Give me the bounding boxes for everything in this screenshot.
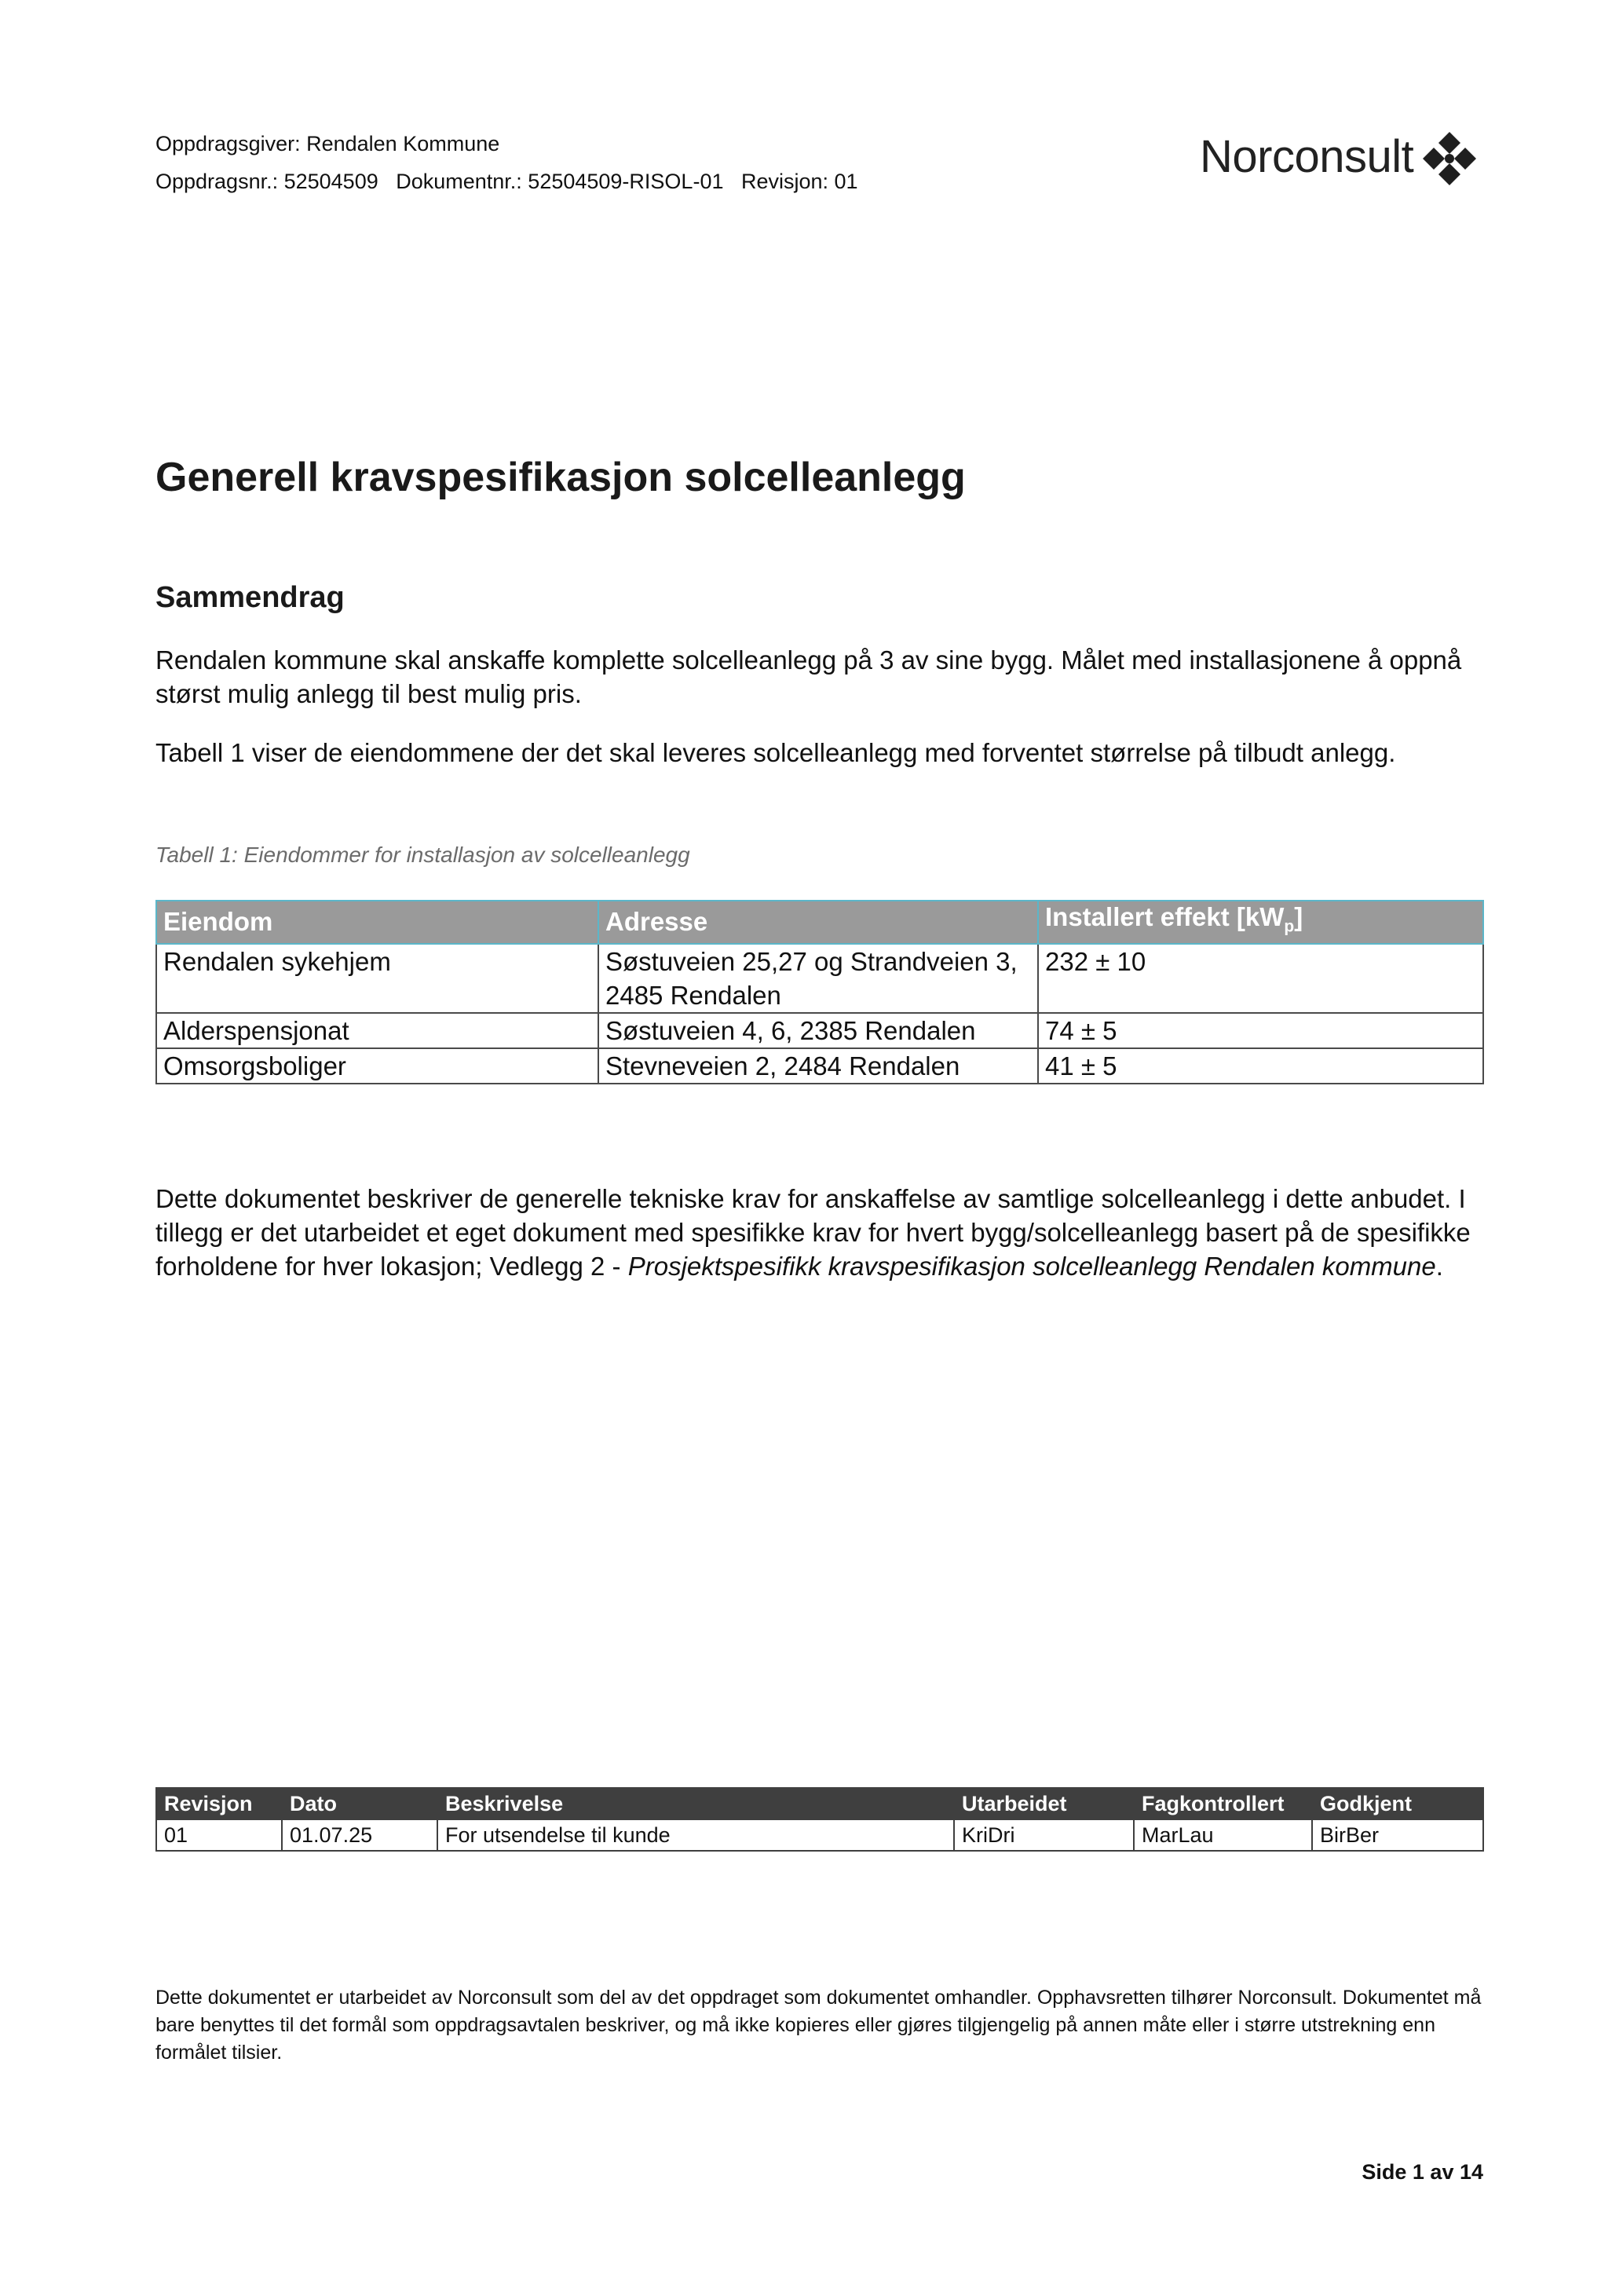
norconsult-diamond-icon — [1416, 130, 1482, 196]
description-paragraph — [155, 1182, 1482, 1283]
property-table — [155, 900, 1484, 1084]
header-effect-bracket: ] — [1294, 902, 1303, 931]
table-row — [156, 1048, 1483, 1084]
summary-paragraph-2: Tabell 1 viser de eiendommene der det skal leveres solcelleanlegg med forventet størrelse på tilbudt anlegg. — [155, 738, 1396, 767]
header-revision: Revisjon — [156, 1788, 282, 1819]
header-checked: Fagkontrollert — [1134, 1788, 1312, 1819]
header-approved: Godkjent — [1312, 1788, 1483, 1819]
client-line: Oppdragsgiver: Rendalen Kommune — [155, 132, 500, 155]
norconsult-logo — [1200, 130, 1482, 198]
cell-property: Rendalen sykehjem — [156, 944, 598, 1013]
cell-address: Søstuveien 25,27 og Strandveien 3, 2485 Rendalen — [598, 944, 1038, 1013]
header-effect-label: Installert effekt [kW — [1045, 902, 1285, 931]
cell-approved: BirBer — [1312, 1819, 1483, 1851]
table-row — [156, 944, 1483, 1013]
document-numbers-line: Oppdragsnr.: 52504509 Dokumentnr.: 52504509-RISOL-01 Revisjon: 01 — [155, 170, 858, 193]
page-number: Side 1 av 14 — [1362, 2160, 1483, 2184]
description-end: . — [1435, 1252, 1443, 1281]
cell-date: 01.07.25 — [282, 1819, 437, 1851]
summary-heading: Sammendrag — [155, 581, 345, 614]
header-address: Adresse — [598, 901, 1038, 944]
cell-effect: 232 ± 10 — [1038, 944, 1483, 1013]
table-caption: Tabell 1: Eiendommer for installasjon av solcelleanlegg — [155, 843, 690, 867]
cell-effect: 74 ± 5 — [1038, 1013, 1483, 1048]
cell-address: Stevneveien 2, 2484 Rendalen — [598, 1048, 1038, 1084]
header-date: Dato — [282, 1788, 437, 1819]
header-effect-subscript: p — [1284, 917, 1295, 936]
header-prepared: Utarbeidet — [954, 1788, 1134, 1819]
revision-table — [155, 1787, 1484, 1852]
table-row — [156, 1819, 1483, 1851]
revision-header-row — [156, 1788, 1483, 1819]
header-description: Beskrivelse — [437, 1788, 954, 1819]
summary-paragraph-1: Rendalen kommune skal anskaffe komplette solcelleanlegg på 3 av sine bygg. Målet med installasjonene å oppnå størst mulig anlegg til best mulig pris. — [155, 645, 1462, 708]
header-installed-effect — [1038, 901, 1483, 944]
cell-checked: MarLau — [1134, 1819, 1312, 1851]
cell-property: Omsorgsboliger — [156, 1048, 598, 1084]
cell-property: Alderspensjonat — [156, 1013, 598, 1048]
copyright-notice: Dette dokumentet er utarbeidet av Norconsult som del av det oppdraget som dokumentet omhandler. Opphavsretten tilhører Norconsult. Dokumentet må bare benyttes til det formål som oppdragsavtalen beskriver, og må ikke kopieres eller gjøres tilgjengelig på annen måte eller i større utstrekning enn formålet tilsier. — [155, 1987, 1482, 2064]
property-table-header-row — [156, 901, 1483, 944]
cell-address: Søstuveien 4, 6, 2385 Rendalen — [598, 1013, 1038, 1048]
cell-revision: 01 — [156, 1819, 282, 1851]
document-title: Generell kravspesifikasjon solcelleanlegg — [155, 455, 966, 500]
logo-text: Norconsult — [1200, 131, 1414, 182]
appendix-reference: Prosjektspesifikk kravspesifikasjon solcelleanlegg Rendalen kommune — [627, 1252, 1436, 1281]
description-text: Dette dokumentet beskriver de generelle tekniske krav for anskaffelse av samtlige solcelleanlegg i dette anbudet. I tillegg er det utarbeidet et eget dokument med spesifikke krav for hvert bygg/solcelleanlegg basert på de spesifikke forholdene for hver lokasjon; Vedlegg 2 - — [155, 1184, 1471, 1281]
cell-prepared: KriDri — [954, 1819, 1134, 1851]
cell-description: For utsendelse til kunde — [437, 1819, 954, 1851]
header-property: Eiendom — [156, 901, 598, 944]
cell-effect: 41 ± 5 — [1038, 1048, 1483, 1084]
table-row — [156, 1013, 1483, 1048]
